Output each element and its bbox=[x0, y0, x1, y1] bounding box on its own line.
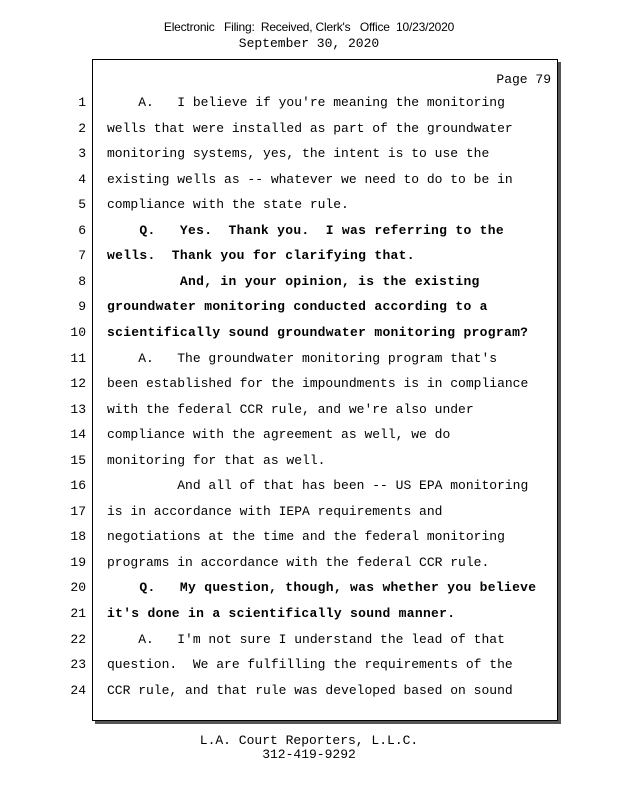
line-number: 8 bbox=[78, 274, 86, 289]
transcript-line: A. The groundwater monitoring program that's bbox=[107, 351, 498, 366]
line-number: 24 bbox=[70, 683, 86, 698]
transcript-line: is in accordance with IEPA requirements and bbox=[107, 504, 443, 519]
line-number: 14 bbox=[70, 427, 86, 442]
line-number: 9 bbox=[78, 299, 86, 314]
line-number: 23 bbox=[70, 657, 86, 672]
transcript-line: Q. My question, though, was whether you believe bbox=[107, 580, 537, 595]
line-number: 3 bbox=[78, 146, 86, 161]
transcript-line: And all of that has been -- US EPA monitoring bbox=[107, 478, 529, 493]
transcript-line: monitoring for that as well. bbox=[107, 453, 326, 468]
transcript-line: groundwater monitoring conducted according to a bbox=[107, 299, 488, 314]
line-number: 21 bbox=[70, 606, 86, 621]
transcript-line: And, in your opinion, is the existing bbox=[107, 274, 480, 289]
line-number: 20 bbox=[70, 580, 86, 595]
transcript-line: compliance with the state rule. bbox=[107, 197, 349, 212]
line-number: 19 bbox=[70, 555, 86, 570]
transcript-line: with the federal CCR rule, and we're also under bbox=[107, 402, 474, 417]
transcript-line: compliance with the agreement as well, we do bbox=[107, 427, 451, 442]
line-number: 11 bbox=[70, 351, 86, 366]
transcript-line: existing wells as -- whatever we need to do to be in bbox=[107, 172, 513, 187]
line-number: 6 bbox=[78, 223, 86, 238]
line-number: 22 bbox=[70, 632, 86, 647]
transcript-line: negotiations at the time and the federal monitoring bbox=[107, 529, 505, 544]
transcript-line: wells. Thank you for clarifying that. bbox=[107, 248, 415, 263]
transcript-line: programs in accordance with the federal CCR rule. bbox=[107, 555, 490, 570]
line-number: 18 bbox=[70, 529, 86, 544]
transcript-line: CCR rule, and that rule was developed based on sound bbox=[107, 683, 513, 698]
transcript-line: wells that were installed as part of the groundwater bbox=[107, 121, 513, 136]
reporter-phone: 312-419-9292 bbox=[262, 747, 356, 762]
line-number: 2 bbox=[78, 121, 86, 136]
transcript-line: scientifically sound groundwater monitoring program? bbox=[107, 325, 529, 340]
line-number: 16 bbox=[70, 478, 86, 493]
filing-stamp: Electronic Filing: Received, Clerk's Office 10/23/2020 bbox=[163, 20, 455, 34]
transcript-line: A. I believe if you're meaning the monitoring bbox=[107, 95, 505, 110]
transcript-line: question. We are fulfilling the requirements of the bbox=[107, 657, 513, 672]
line-number: 5 bbox=[78, 197, 86, 212]
transcript-line: been established for the impoundments is in compliance bbox=[107, 376, 529, 391]
page-number: Page 79 bbox=[496, 72, 551, 87]
transcript-line: Q. Yes. Thank you. I was referring to the bbox=[107, 223, 504, 238]
line-number: 10 bbox=[70, 325, 86, 340]
line-number: 17 bbox=[70, 504, 86, 519]
line-number: 4 bbox=[78, 172, 86, 187]
line-number: 15 bbox=[70, 453, 86, 468]
transcript-line: it's done in a scientifically sound manner. bbox=[107, 606, 456, 621]
reporter-company: L.A. Court Reporters, L.L.C. bbox=[199, 733, 419, 748]
line-number: 12 bbox=[70, 376, 86, 391]
deposition-date: September 30, 2020 bbox=[238, 36, 380, 51]
transcript-line: monitoring systems, yes, the intent is to use the bbox=[107, 146, 490, 161]
line-number: 1 bbox=[78, 95, 86, 110]
line-number: 13 bbox=[70, 402, 86, 417]
line-number: 7 bbox=[78, 248, 86, 263]
transcript-line: A. I'm not sure I understand the lead of that bbox=[107, 632, 505, 647]
